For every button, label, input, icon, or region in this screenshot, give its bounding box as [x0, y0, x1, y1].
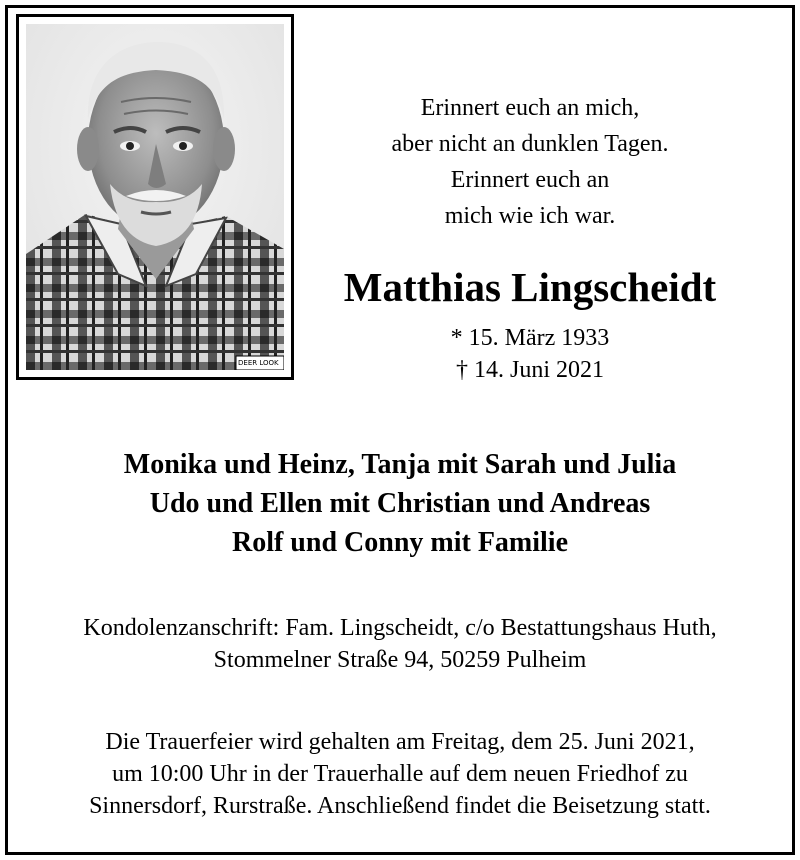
quote-line: Erinnert euch an mich,: [420, 95, 640, 121]
mourners-line: Rolf und Conny mit Familie: [231, 527, 569, 558]
ceremony-line: Die Trauerfeier wird gehalten am Freitag, dem 25. Juni 2021,: [105, 729, 695, 755]
funeral-ceremony-info: [20, 726, 780, 822]
condolence-address: [20, 612, 780, 676]
ceremony-line: Sinnersdorf, Rurstraße. Anschließend findet die Beisetzung statt.: [89, 793, 711, 819]
quote-line: aber nicht an dunklen Tagen.: [391, 131, 669, 157]
ceremony-line: um 10:00 Uhr in der Trauerhalle auf dem neuen Friedhof zu: [112, 761, 688, 787]
quote-line: mich wie ich war.: [444, 203, 616, 229]
address-line: Kondolenzanschrift: Fam. Lingscheidt, c/o Bestattungshaus Huth,: [83, 615, 717, 641]
memorial-quote: [345, 90, 715, 234]
address-line: Stommelner Straße 94, 50259 Pulheim: [213, 647, 587, 673]
mourners-line: Udo und Ellen mit Christian und Andreas: [149, 488, 651, 519]
deceased-name: Matthias Lingscheidt: [343, 264, 717, 310]
birth-date: * 15. März 1933: [450, 325, 610, 351]
quote-line: Erinnert euch an: [450, 167, 610, 193]
life-dates: [400, 322, 660, 386]
portrait-photo-frame: [16, 14, 294, 380]
photo-watermark: DEER LOOK: [238, 359, 279, 367]
mourners-list: [20, 445, 780, 562]
death-date: † 14. Juni 2021: [455, 357, 604, 383]
mourners-line: Monika und Heinz, Tanja mit Sarah und Julia: [123, 449, 677, 480]
portrait-photo: [26, 24, 284, 370]
